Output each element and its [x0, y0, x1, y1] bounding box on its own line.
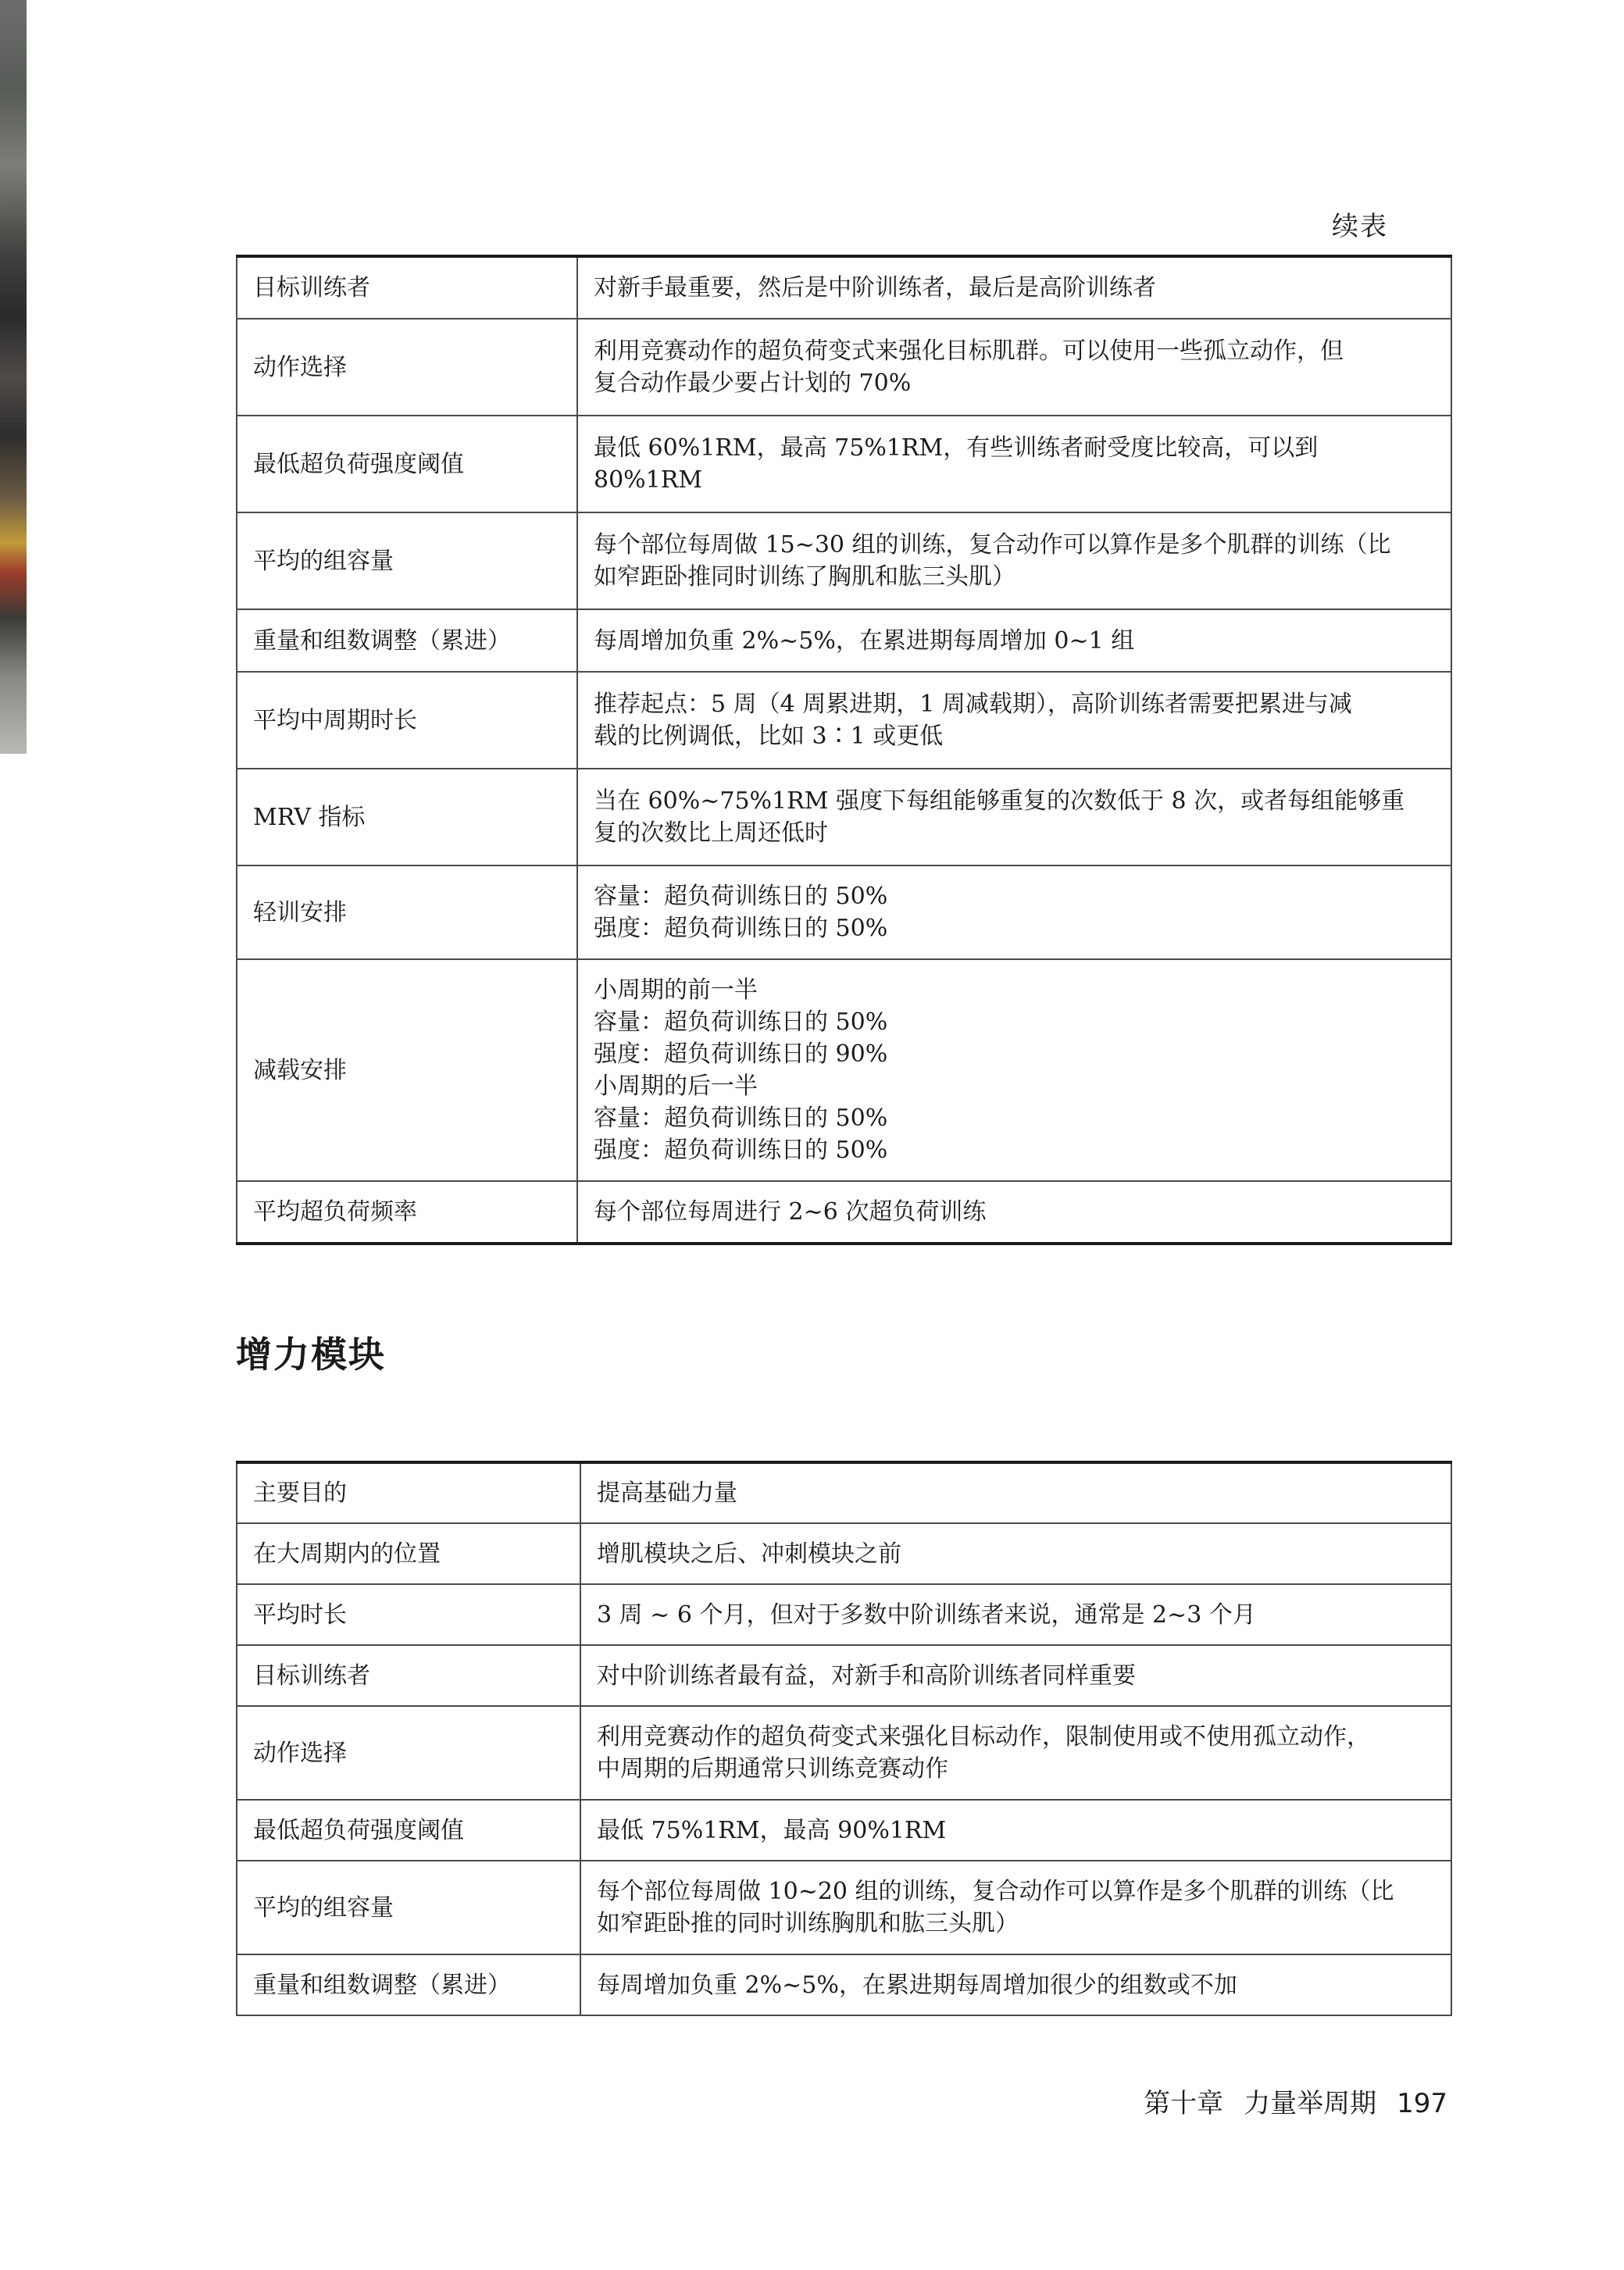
value-line: 容量：超负荷训练日的 50% — [594, 1105, 888, 1132]
value-line: 每个部位每周进行 2~6 次超负荷训练 — [594, 1198, 987, 1226]
table-row — [237, 1861, 1451, 1954]
table-row — [237, 512, 1451, 609]
row-value — [580, 1462, 1451, 1523]
row-value — [577, 512, 1451, 609]
value-line: 容量：超负荷训练日的 50% — [594, 883, 888, 910]
table-row — [237, 609, 1451, 672]
row-key: 主要目的 — [237, 1462, 580, 1523]
value-line: 最低 75%1RM，最高 90%1RM — [597, 1816, 947, 1844]
table-row — [237, 1800, 1451, 1861]
value-line: 对中阶训练者最有益，对新手和高阶训练者同样重要 — [597, 1661, 1136, 1690]
value-line: 对新手最重要，然后是中阶训练者，最后是高阶训练者 — [594, 274, 1156, 302]
table-row — [237, 672, 1451, 769]
value-line: 利用竞赛动作的超负荷变式来强化目标肌群。可以使用一些孤立动作，但 — [594, 337, 1344, 365]
value-line: 复的次数比上周还低时 — [594, 819, 828, 847]
value-line: 提高基础力量 — [597, 1479, 737, 1507]
row-key: 轻训安排 — [237, 866, 577, 959]
table-row — [237, 416, 1451, 512]
continued-table-label: 续表 — [1332, 211, 1388, 242]
row-key: 动作选择 — [237, 319, 577, 416]
row-key: 动作选择 — [237, 1706, 580, 1800]
row-value — [577, 1181, 1451, 1244]
value-line: 强度：超负荷训练日的 90% — [594, 1040, 888, 1068]
value-line: 80%1RM — [594, 466, 703, 494]
row-key: 最低超负荷强度阈值 — [237, 1800, 580, 1861]
table-row — [237, 256, 1451, 319]
row-value — [580, 1861, 1451, 1954]
table-row — [237, 866, 1451, 959]
row-key: 平均的组容量 — [237, 1861, 580, 1954]
table-row — [237, 1954, 1451, 2015]
row-key: 目标训练者 — [237, 1645, 580, 1706]
table-row — [237, 1584, 1451, 1645]
value-line: 复合动作最少要占计划的 70% — [594, 369, 912, 397]
page-footer — [1144, 2082, 1447, 2120]
row-value — [580, 1954, 1451, 2015]
row-value — [577, 866, 1451, 959]
value-line: 每个部位每周做 10~20 组的训练，复合动作可以算作是多个肌群的训练（比 — [597, 1878, 1394, 1905]
value-line: 容量：超负荷训练日的 50% — [594, 1008, 888, 1036]
row-value — [580, 1523, 1451, 1584]
strength-block-table — [236, 1461, 1452, 2016]
value-line: 3 周 ~ 6 个月，但对于多数中阶训练者来说，通常是 2~3 个月 — [597, 1601, 1256, 1629]
row-value — [580, 1800, 1451, 1861]
page-number: 197 — [1397, 2088, 1447, 2119]
row-value — [580, 1584, 1451, 1645]
value-line: 中周期的后期通常只训练竞赛动作 — [597, 1755, 948, 1783]
value-line: 当在 60%~75%1RM 强度下每组能够重复的次数低于 8 次，或者每组能够重 — [594, 787, 1405, 815]
value-line: 强度：超负荷训练日的 50% — [594, 915, 888, 942]
row-value — [577, 416, 1451, 512]
value-line: 小周期的后一半 — [594, 1073, 758, 1100]
row-value — [577, 256, 1451, 319]
value-line: 如窄距卧推同时训练了胸肌和肱三头肌） — [594, 563, 1015, 591]
row-key: 平均中周期时长 — [237, 672, 577, 769]
table-row — [237, 1181, 1451, 1244]
row-key: 在大周期内的位置 — [237, 1523, 580, 1584]
hypertrophy-block-table — [236, 255, 1452, 1245]
row-value — [577, 769, 1451, 866]
value-line: 每个部位每周做 15~30 组的训练，复合动作可以算作是多个肌群的训练（比 — [594, 531, 1391, 559]
table-row — [237, 959, 1451, 1181]
footer-chapter: 第十章 — [1144, 2088, 1224, 2119]
table-row — [237, 1645, 1451, 1706]
row-key: MRV 指标 — [237, 769, 577, 866]
row-key: 目标训练者 — [237, 256, 577, 319]
table-row — [237, 1462, 1451, 1523]
table-row — [237, 1706, 1451, 1800]
row-key: 减载安排 — [237, 959, 577, 1181]
row-key: 平均时长 — [237, 1584, 580, 1645]
value-line: 利用竞赛动作的超负荷变式来强化目标动作，限制使用或不使用孤立动作， — [597, 1723, 1370, 1751]
photo-edge-strip — [0, 0, 27, 754]
value-line: 如窄距卧推的同时训练胸肌和肱三头肌） — [597, 1910, 1019, 1937]
row-key: 平均的组容量 — [237, 512, 577, 609]
row-value — [580, 1645, 1451, 1706]
section-heading: 增力模块 — [236, 1333, 386, 1376]
row-value — [577, 959, 1451, 1181]
row-value — [577, 672, 1451, 769]
row-key: 最低超负荷强度阈值 — [237, 416, 577, 512]
row-key: 重量和组数调整（累进） — [237, 1954, 580, 2015]
value-line: 强度：超负荷训练日的 50% — [594, 1137, 888, 1164]
table-row — [237, 769, 1451, 866]
value-line: 增肌模块之后、冲刺模块之前 — [597, 1540, 901, 1568]
value-line: 每周增加负重 2%~5%，在累进期每周增加 0~1 组 — [594, 626, 1135, 655]
row-key: 重量和组数调整（累进） — [237, 609, 577, 672]
value-line: 每周增加负重 2%~5%，在累进期每周增加很少的组数或不加 — [597, 1971, 1237, 1999]
value-line: 推荐起点：5 周（4 周累进期，1 周减载期），高阶训练者需要把累进与减 — [594, 691, 1352, 718]
value-line: 小周期的前一半 — [594, 976, 758, 1004]
footer-chapter-title: 力量举周期 — [1244, 2088, 1377, 2119]
table-row — [237, 319, 1451, 416]
row-value — [577, 609, 1451, 672]
row-key: 平均超负荷频率 — [237, 1181, 577, 1244]
value-line: 载的比例调低，比如 3∶1 或更低 — [594, 723, 944, 750]
row-value — [577, 319, 1451, 416]
table-row — [237, 1523, 1451, 1584]
value-line: 最低 60%1RM，最高 75%1RM，有些训练者耐受度比较高，可以到 — [594, 434, 1319, 462]
row-value — [580, 1706, 1451, 1800]
